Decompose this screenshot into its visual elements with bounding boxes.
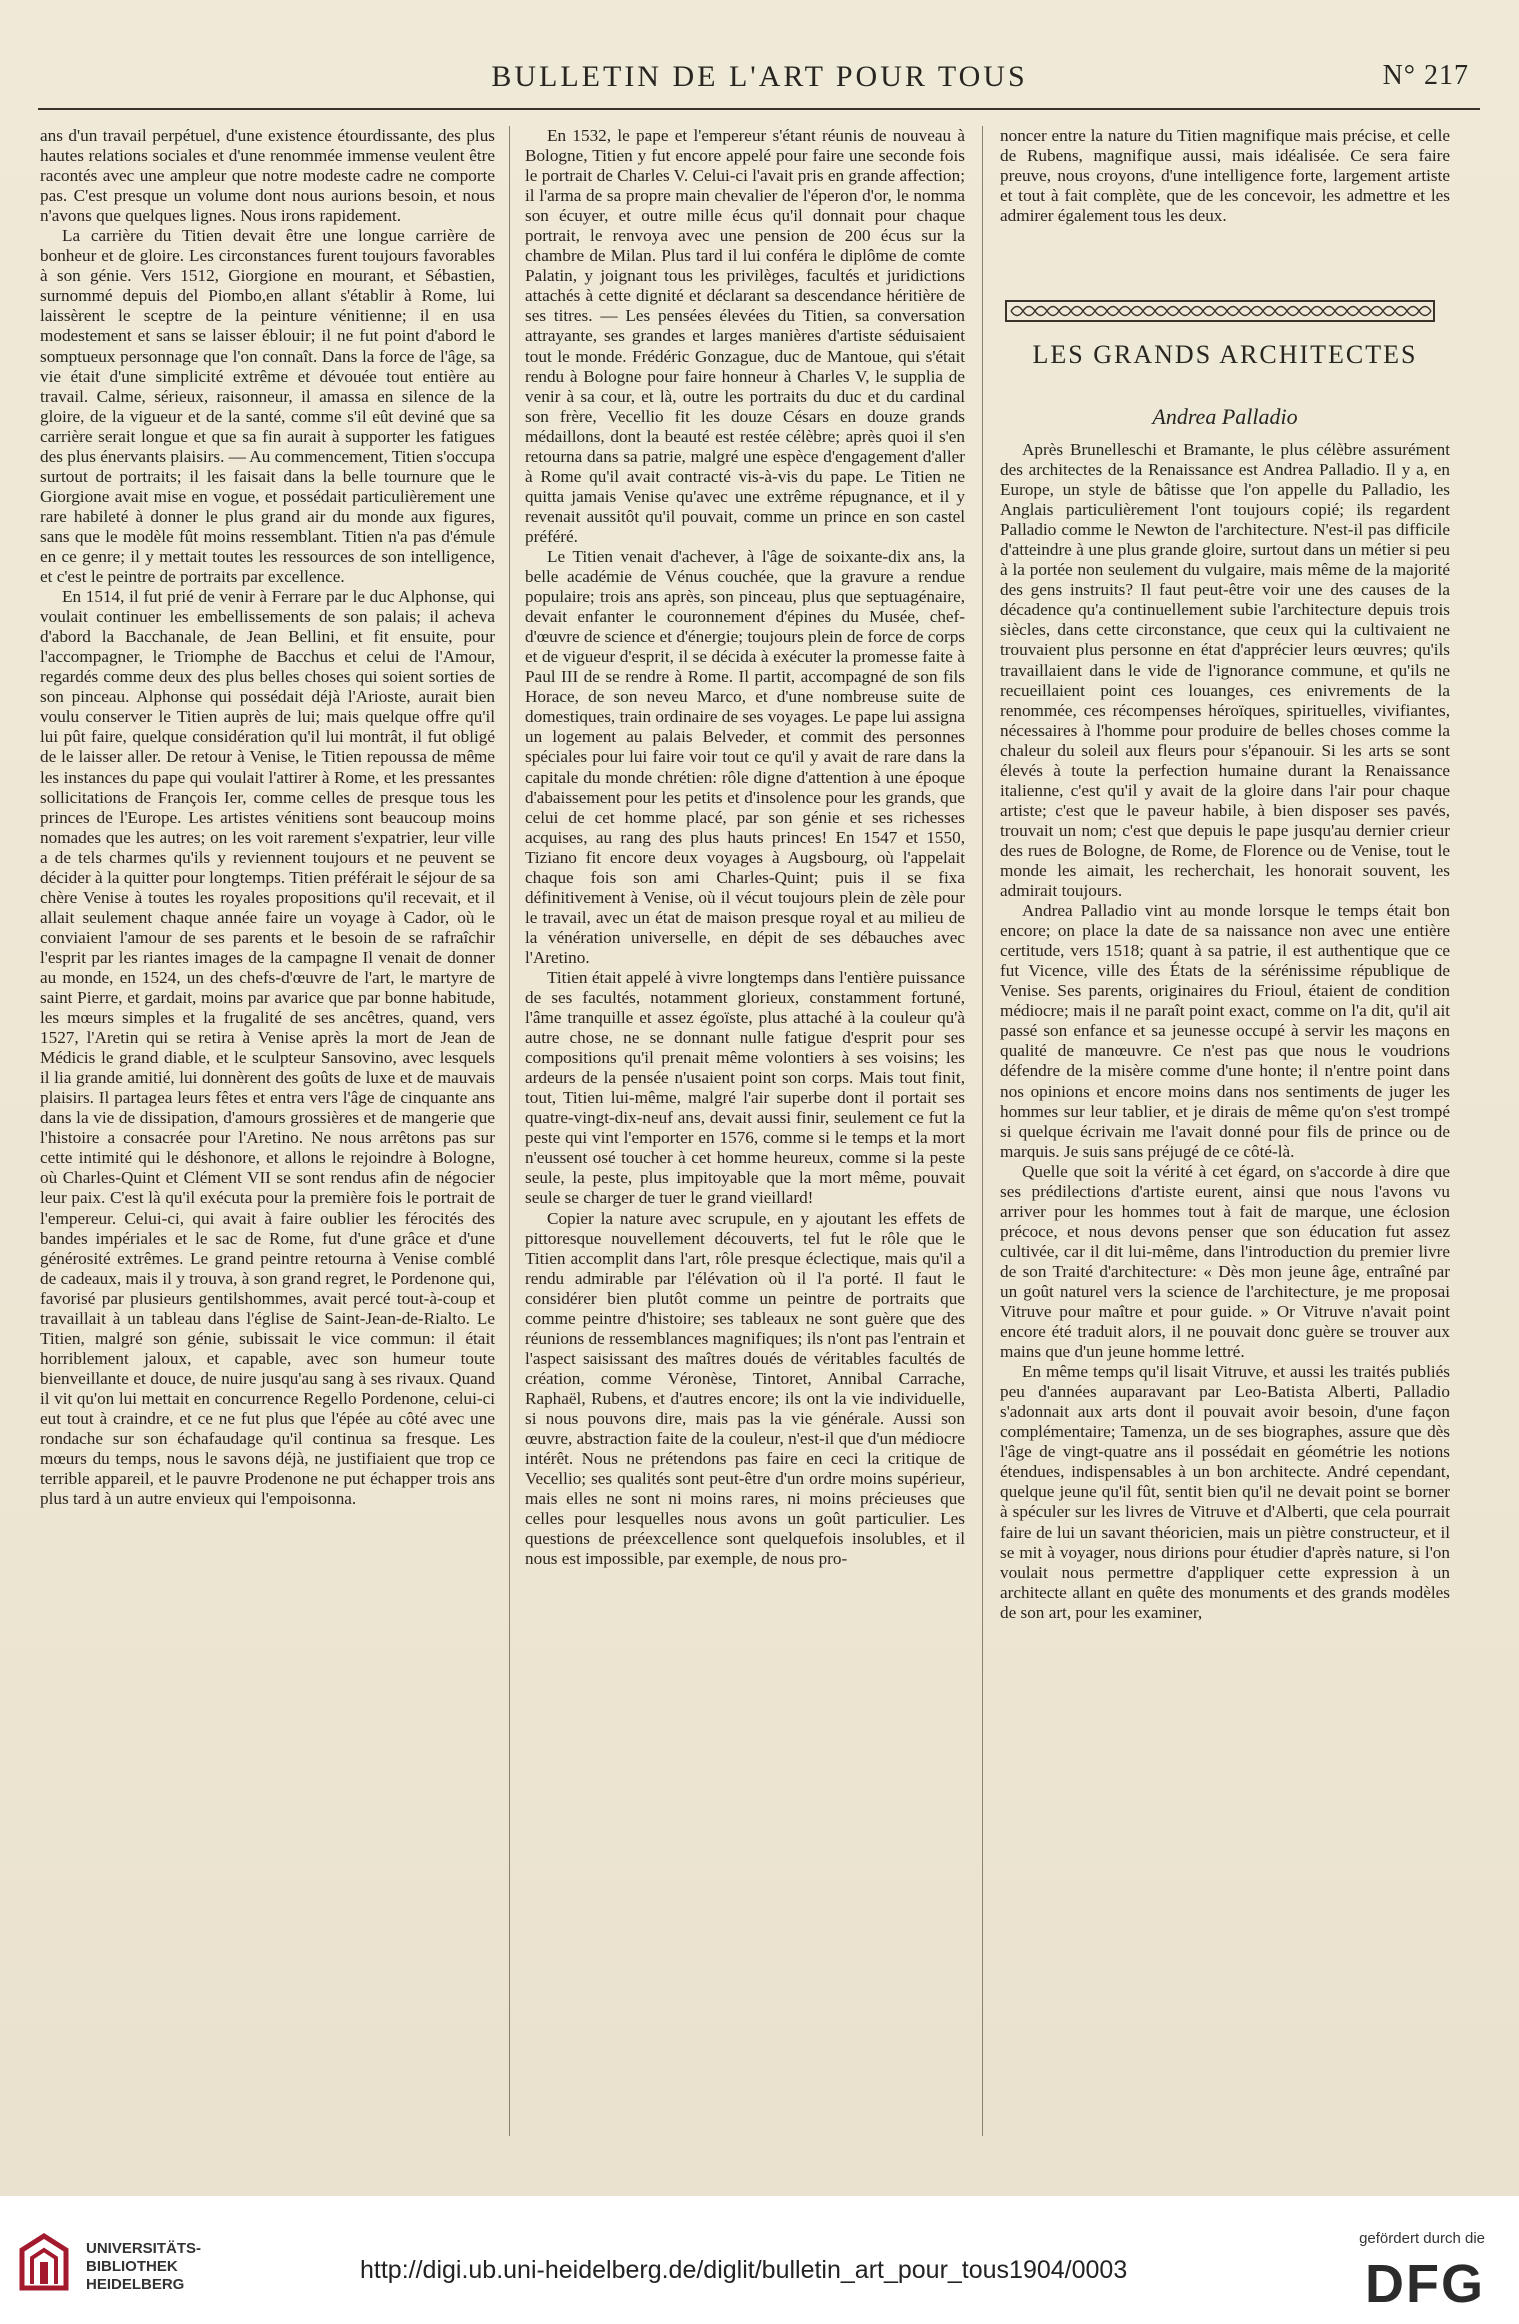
section-title: LES GRANDS ARCHITECTES <box>1032 340 1418 369</box>
library-name-line: UNIVERSITÄTS- <box>86 2240 202 2257</box>
text-column-1 <box>40 126 495 2196</box>
header-rule <box>38 108 1480 110</box>
paragraph: En 1532, le pape et l'empereur s'étant réunis de nouveau à Bologne, Titien y fut encore appelé pour faire une seconde fois le portrait de Charles V. Celui-ci l'avait pris en grande affection; il l'arma de sa propre main chevalier de l'éperon d'or, le nomma son écuyer, et outre mille écus qu'il donnait pour chaque portrait, le renvoya avec une pension de 200 écus sur la chambre de Milan. Plus tard il lui conféra le diplôme de comte Palatin, y joignant tous les privilèges, facultés et juridictions attachés à cette dignité et déclarant sa descendance héritière de ses titres. — Les pensées élevées du Titien, sa conversation attrayante, ses grandes et larges manières d'artiste séduisaient tout le monde. Frédéric Gonzague, duc de Mantoue, qui s'était rendu à Bologne pour faire honneur à Charles V, le supplia de venir à sa cour, et là, outre les portraits du duc et du cardinal son frère, Vecellio fit les douze Césars en douze grands médaillons, dont la beauté est restée célèbre; après quoi il s'en retourna dans sa patrie, malgré une espèce d'engagement d'aller à Rome qu'il avait contracté vis-à-vis du pape. Le Titien ne quitta jamais Venise qu'avec une extrême répugnance, et il y revenait aussitôt qu'il pouvait, comme un prince en son castel préféré. <box>525 126 965 546</box>
paragraph: Le Titien venait d'achever, à l'âge de soixante-dix ans, la belle académie de Vénus couchée, que la gravure a rendue populaire; trois ans après, son pinceau, plus que septuagénaire, devait enfanter le couronnement d'épines du Musée, chef-d'œuvre de science et d'énergie; toujours plein de force de corps et de vigueur d'esprit, il se décida à exécuter la promesse faite à Paul III de se rendre à Rome. Il partit, accompagné de son fils Horace, de son neveu Marco, et d'une nombreuse suite de domestiques, train ordinaire de ses voyages. Le pape lui assigna un logement au palais Belveder, et commit des personnes spéciales pour lui faire voir tout ce qu'il y avait de rare dans la capitale du monde chrétien: rôle digne d'attention à une époque d'abaissement pour les petits et d'insolence pour les grands, que celui de cet homme placé, par son génie et ses richesses acquises, au rang des plus hauts princes! En 1547 et 1550, Tiziano fit encore deux voyages à Augsbourg, où l'appelait chaque fois son ami Charles-Quint; puis il se fixa définitivement à Venise, où il vécut toujours plein de zèle pour le travail, avec un état de maison presque royal et au milieu de la vénération universelle, en dépit de ses débauches avec l'Aretino. <box>525 546 965 967</box>
column-divider <box>982 126 983 2136</box>
paragraph: Titien était appelé à vivre longtemps dans l'entière puissance de ses facultés, notamment glorieux, constamment fortuné, l'âme tranquille et assez égoïste, plus attaché à la couleur qu'à autre chose, ne se donnant nulle fatigue d'esprit pour ses compositions qu'il prenait même volontiers à ses voisins; les ardeurs de la pensée n'usaient point son corps. Mais tout finit, tout, Titien lui-même, malgré l'air superbe dont il portait ses quatre-vingt-dix-neuf ans, devait aussi finir, seulement ce fut la peste qui vint l'emporter en 1576, comme si le temps et la mort n'eussent osé toucher à cet homme heureux, comme si la peste seule, la peste, plus impitoyable que la mort même, pouvait seule se charger de tuer le grand vieillard! <box>525 967 965 1208</box>
dfg-logo: DFG <box>1365 2254 1485 2314</box>
paragraph: noncer entre la nature du Titien magnifique mais précise, et celle de Rubens, magnifique aussi, mais idéalisée. Ce sera faire preuve, nous croyons, d'une intelligence forte, largement artiste et tout à fait complète, que de les concevoir, les admettre et les admirer également tous les deux. <box>1000 126 1450 226</box>
paragraph: ans d'un travail perpétuel, d'une existence étourdissante, des plus hautes relations sociales et d'une renommée immense veulent être racontés avec une ampleur que notre modeste cadre ne comporte pas. C'est presque un volume dont nous aurions besoin, et nous n'avons que quelques lignes. Nous irons rapidement. <box>40 126 495 226</box>
paragraph: La carrière du Titien devait être une longue carrière de bonheur et de gloire. Les circonstances furent toujours favorables à son génie. Vers 1512, Giorgione en mourant, et Sébastien, surnommé depuis del Piombo,en allant s'établir à Rome, lui laissèrent le sceptre de la peinture vénitienne; il en usa modestement et sans se laisser éblouir; il ne fut point d'abord le somptueux personnage que l'on connaît. Dans la force de l'âge, sa vie était d'une simplicité extrême et dévouée tout entière au travail. Calme, sérieux, raisonneur, il amassa en silence de la gloire, de la vigueur et de la santé, comme s'il eût deviné que sa carrière serait longue et que sa fin aurait à supporter les fatigues des plus énervants plaisirs. — Au commencement, Titien s'occupa surtout de portraits; il les faisait dans la belle tournure que le Giorgione avait mise en vogue, et possédait particulièrement une rare habileté à donner le plus grand air du monde aux figures, sans que le modèle fût moins ressemblant. Titien n'a pas d'émule en ce genre; il y mettait toutes les ressources de son intelligence, et c'est le peintre de portraits par excellence. <box>40 226 495 587</box>
column-divider <box>509 126 510 2136</box>
permalink-url[interactable]: http://digi.ub.uni-heidelberg.de/diglit/bulletin_art_pour_tous1904/0003 <box>360 2256 1128 2284</box>
funding-credit <box>1359 2230 1485 2315</box>
paragraph: Après Brunelleschi et Bramante, le plus célèbre assurément des architectes de la Renaissance est Andrea Palladio. Il y a, en Europe, un style de bâtisse que l'on appelle du Palladio, les Anglais particulièrement l'ont toujours copié; ils regardent Palladio comme le Newton de l'architecture. N'est-il pas difficile d'atteindre à une plus grande gloire, surtout dans un métier si peu à la portée non seulement du vulgaire, mais même de la majorité des gens instruits? Il faut peut-être voir une des causes de la décadence qu'a continuellement subie l'architecture depuis trois siècles, dans cette circonstance, que ceux qui la cultivaient ne trouvaient plus personne en état d'apprécier leurs œuvres; qu'ils travaillaient dans le vide de l'ignorance commune, et qu'ils ne recueillaient point ces louanges, ces enivrements de la renommée, ces récompenses héroïques, spirituelles, vivifiantes, nécessaires à l'homme pour produire de belles choses comme la chaleur du soleil aux fleurs pour s'épanouir. Si les arts se sont élevés à toute la perfection humaine durant la Renaissance italienne, c'est qu'il y avait de la gloire dans l'air pour chaque artiste; c'est que le paveur habile, à bien disposer ses pavés, trouvait un nom; c'est que depuis le pape jusqu'au dernier crieur des rues de Bologne, de Rome, de Florence ou de Venise, tout le monde les aimait, les recherchait, les honorait souvent, les admirait toujours. <box>1000 440 1450 901</box>
paragraph: Copier la nature avec scrupule, en y ajoutant les effets de pittoresque nouvellement découverts, tel fut le rôle que le Titien accomplit dans l'art, rôle presque éclectique, mais qu'il a rendu admirable par l'élévation où il l'a porté. Il faut le considérer bien plutôt comme un peintre de portraits que comme peintre d'histoire; ses tableaux ne sont guère que des réunions de ressemblances magnifiques; ils n'ont pas l'entrain et l'aspect saisissant des maîtres doués de véritables facultés de création, comme Véronèse, Tintoret, Annibal Carrache, Raphaël, Rubens, et d'autres encore; ils ont la vie individuelle, si nous pouvons dire, mais pas la vie générale. Aussi son œuvre, abstraction faite de la couleur, n'est-il que d'un médiocre intérêt. Nous ne prétendons pas faire en ceci la critique de Vecellio; ses qualités sont peut-être d'un ordre moins supérieur, mais elles ne sont ni moins rares, ni moins précieuses que celles pour lesquelles nous avons un goût particulier. Les questions de préexcellence sont quelquefois insolubles, et il nous est impossible, par exemple, de nous pro- <box>525 1208 965 1569</box>
text-column-3 <box>1000 440 1450 2140</box>
library-name-line: HEIDELBERG <box>86 2276 185 2293</box>
paragraph: Andrea Palladio vint au monde lorsque le temps était bon encore; on place la date de sa naissance non avec une entière certitude, vers 1518; quant à sa patrie, il est authentique que ce fut Vicence, ville des États de la sérénissime république de Venise. Ses parents, originaires du Frioul, étaient de condition médiocre; mais il ne paraît point exact, comme on l'a dit, qu'il ait passé son enfance et sa jeunesse occupé à servir les maçons en qualité de manœuvre. Ce n'est pas que nous le voudrions défendre de la misère comme d'une honte; il n'entre point dans nos opinions et encore moins dans nos sentiments de juger les hommes sur leur tablier, et je dirais de même qu'on s'est trompé si quelque écrivain me l'avait donné pour fils de prince ou de marquis. Je suis sans préjugé de ce côté-là. <box>1000 901 1450 1161</box>
section-subtitle: Andrea Palladio <box>1152 404 1298 429</box>
page-number: N° 217 <box>1382 60 1469 91</box>
paragraph: En même temps qu'il lisait Vitruve, et aussi les traités publiés peu d'années auparavant par Leo-Batista Alberti, Palladio s'adonnait aux arts dont il pouvait avoir besoin, d'une façon complémentaire; Tamenza, un de ses biographes, assure que dès l'âge de vingt-quatre ans il possédait en géométrie les notions étendues, indispensables à un bon architecte. André cependant, quelque jeune qu'il fût, sentit bien qu'il ne devait point se borner à spéculer sur les livres de Vitruve et d'Alberti, que cela pourrait faire de lui un savant théoricien, mais un piètre constructeur, et il se mit à voyager, nous dirions pour étudier d'après nature, si l'on voulait nous permettre d'appliquer cette expression à un architecte allant en quête des monuments et des grands modèles de son art, pour les examiner, <box>1000 1362 1450 1622</box>
university-library-logo-icon <box>14 2228 74 2298</box>
paragraph: En 1514, il fut prié de venir à Ferrare par le duc Alphonse, qui voulait continuer les embellissements de son palais; il acheva d'abord la Bacchanale, de Jean Bellini, et fit ensuite, pour l'accompagner, le Triomphe de Bacchus et celui de l'Amour, regardés comme deux des plus belles choses qui soient sorties de son pinceau. Alphonse qui possédait déjà l'Arioste, aurait bien voulu conserver le Titien auprès de lui; mais quelque offre qu'il lui pût faire, quelque considération qu'il lui montrât, il fut obligé de le laisser aller. De retour à Venise, le Titien repoussa de même les instances du pape qui voulait l'attirer à Rome, et les pressantes sollicitations de François Ier, comme celles de presque tous les princes de l'Europe. Les artistes vénitiens sont beaucoup moins nomades que les autres; on les voit rarement s'expatrier, leur ville a de tels charmes qu'ils y reviennent toujours et ne peuvent se décider à la quitter pour longtemps. Titien préférait le séjour de sa chère Venise à toutes les royales propositions qu'il recevait, et il allait seulement chaque année faire un voyage à Cador, où le conviaient l'amour de ses parents et le besoin de se rafraîchir l'esprit par les riantes images de la campagne Il venait de donner au monde, en 1524, un des chefs-d'œuvre de l'art, le martyre de saint Pierre, et gardait, moins par avarice que par bonne habitude, les mœurs simples et la frugalité de ses ancêtres, quand, vers 1527, l'Aretin qui se retira à Venise après la mort de Jean de Médicis le grand diable, et le sculpteur Sansovino, avec lesquels il lia grande amitié, lui donnèrent des goûts de luxe et de mauvais plaisirs. Il partagea leurs fêtes et entra vers l'âge de cinquante ans dans la vie de dissipation, d'amours grossières et de mangerie que l'histoire a consacrée pour l'Aretino. Ne nous arrêtons pas sur cette intimité qui le déshonore, et allons le rejoindre à Bologne, où Charles-Quint et Clément VII se sont rendus afin de négocier leur paix. C'est là qu'il exécuta pour la première fois le portrait de l'empereur. Celui-ci, qui avait à faire oublier les férocités des bandes impériales et le sac de Rome, fut d'une grâce et d'une générosité extrêmes. Le grand peintre retourna à Venise comblé de cadeaux, mais il y trouva, à son grand regret, le Pordenone qui, favorisé par plusieurs gentilshommes, avait percé tout-à-coup et travaillait à un tableau dans l'église de Saint-Jean-de-Rialto. Le Titien, malgré son génie, subissait le vice commun: il était horriblement jaloux, et capable, avec son humeur toute bienveillante et douce, de nuire jusqu'au sang à ses rivaux. Quand il vit qu'on lui mettait en concurrence Regello Pordenone, celui-ci eut tout à craindre, et ce ne fut plus que l'épée au côté avec une rondache sur son échafaudage qu'il continua sa fresque. Les mœurs du temps, nous le savons déjà, ne justifiaient que trop ce terrible appareil, et le pauvre Prodenone ne put échapper trois ans plus tard à un autre envieux qui l'empoisonna. <box>40 587 495 1509</box>
library-name <box>86 2240 201 2294</box>
running-title: BULLETIN DE L'ART POUR TOUS <box>491 60 1028 93</box>
running-head <box>40 60 1479 100</box>
library-name-line: BIBLIOTHEK <box>86 2258 178 2275</box>
ornamental-border <box>1005 298 1435 324</box>
text-column-2 <box>525 126 965 2196</box>
digitization-footer <box>0 2196 1519 2324</box>
funding-label: gefördert durch die <box>1359 2230 1485 2247</box>
text-column-3-top <box>1000 126 1450 286</box>
paragraph: Quelle que soit la vérité à cet égard, on s'accorde à dire que ses prédilections d'artiste eurent, ainsi que nous l'avons vu arriver pour les hommes tout à fait de marque, une éclosion précoce, et nous devons penser que son éducation fut assez cultivée, car il dit lui-même, dans l'introduction du premier livre de son Traité d'architecture: « Dès mon jeune âge, entraîné par un goût naturel vers la science de l'architecture, je me proposai Vitruve pour maître et pour guide. » Or Vitruve n'avait point encore été traduit alors, il ne pouvait donc guère se trouver aux mains que d'un jeune homme lettré. <box>1000 1161 1450 1362</box>
